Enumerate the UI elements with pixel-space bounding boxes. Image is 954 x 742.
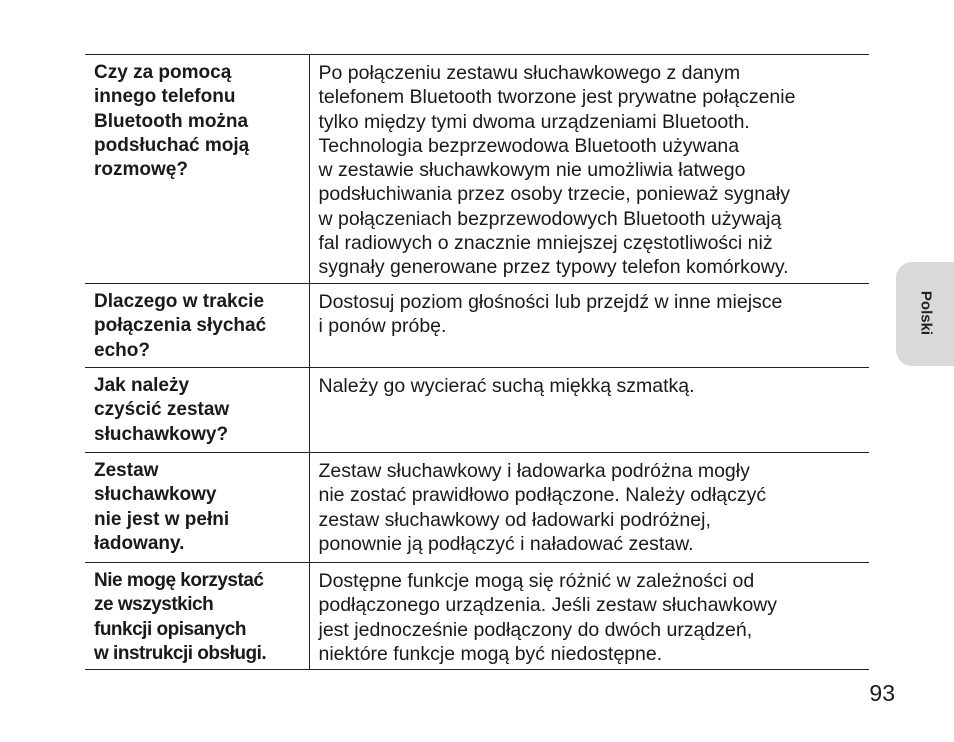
page-number: 93 <box>869 680 895 706</box>
faq-question: Czy za pomocą innego telefonu Bluetooth można podsłuchać moją rozmowę? <box>85 55 309 284</box>
faq-table <box>85 54 869 670</box>
faq-question: Zestaw słuchawkowy nie jest w pełni ładowany. <box>85 453 309 563</box>
faq-row <box>85 453 869 563</box>
faq-row <box>85 368 869 453</box>
faq-row <box>85 563 869 670</box>
faq-answer: Po połączeniu zestawu słuchawkowego z danym telefonem Bluetooth tworzone jest prywatne połączenie tylko między tymi dwoma urządzeniami Bluetooth. Technologia bezprzewodowa Bluetooth używana w zestawie słuchawkowym nie umożliwia łatwego podsłuchiwania przez osoby trzecie, ponieważ sygnały w połączeniach bezprzewodowych Bluetooth używają fal radiowych o znacznie mniejszej częstotliwości niż sygnały generowane przez typowy telefon komórkowy. <box>318 62 796 279</box>
faq-question: Dlaczego w trakcie połączenia słychać echo? <box>85 284 309 368</box>
faq-answer: Zestaw słuchawkowy i ładowarka podróżna mogły nie zostać prawidłowo podłączone. Należy odłączyć zestaw słuchawkowy od ładowarki podróżnej, ponownie ją podłączyć i naładować zestaw. <box>318 460 767 555</box>
faq-answer: Dostosuj poziom głośności lub przejdź w inne miejsce i ponów próbę. <box>318 291 783 338</box>
faq-row <box>85 284 869 368</box>
faq-question: Nie mogę korzystać ze wszystkich funkcji opisanych w instrukcji obsługi. <box>85 563 309 670</box>
faq-row <box>85 55 869 284</box>
faq-question: Jak należy czyścić zestaw słuchawkowy? <box>85 368 309 453</box>
faq-answer: Należy go wycierać suchą miękką szmatką. <box>318 375 695 397</box>
faq-answer: Dostępne funkcje mogą się różnić w zależności od podłączonego urządzenia. Jeśli zestaw słuchawkowy jest jednocześnie podłączony do dwóch urządzeń, niektóre funkcje mogą być niedostępne. <box>318 570 777 665</box>
language-tab-label: Polski <box>917 290 935 336</box>
